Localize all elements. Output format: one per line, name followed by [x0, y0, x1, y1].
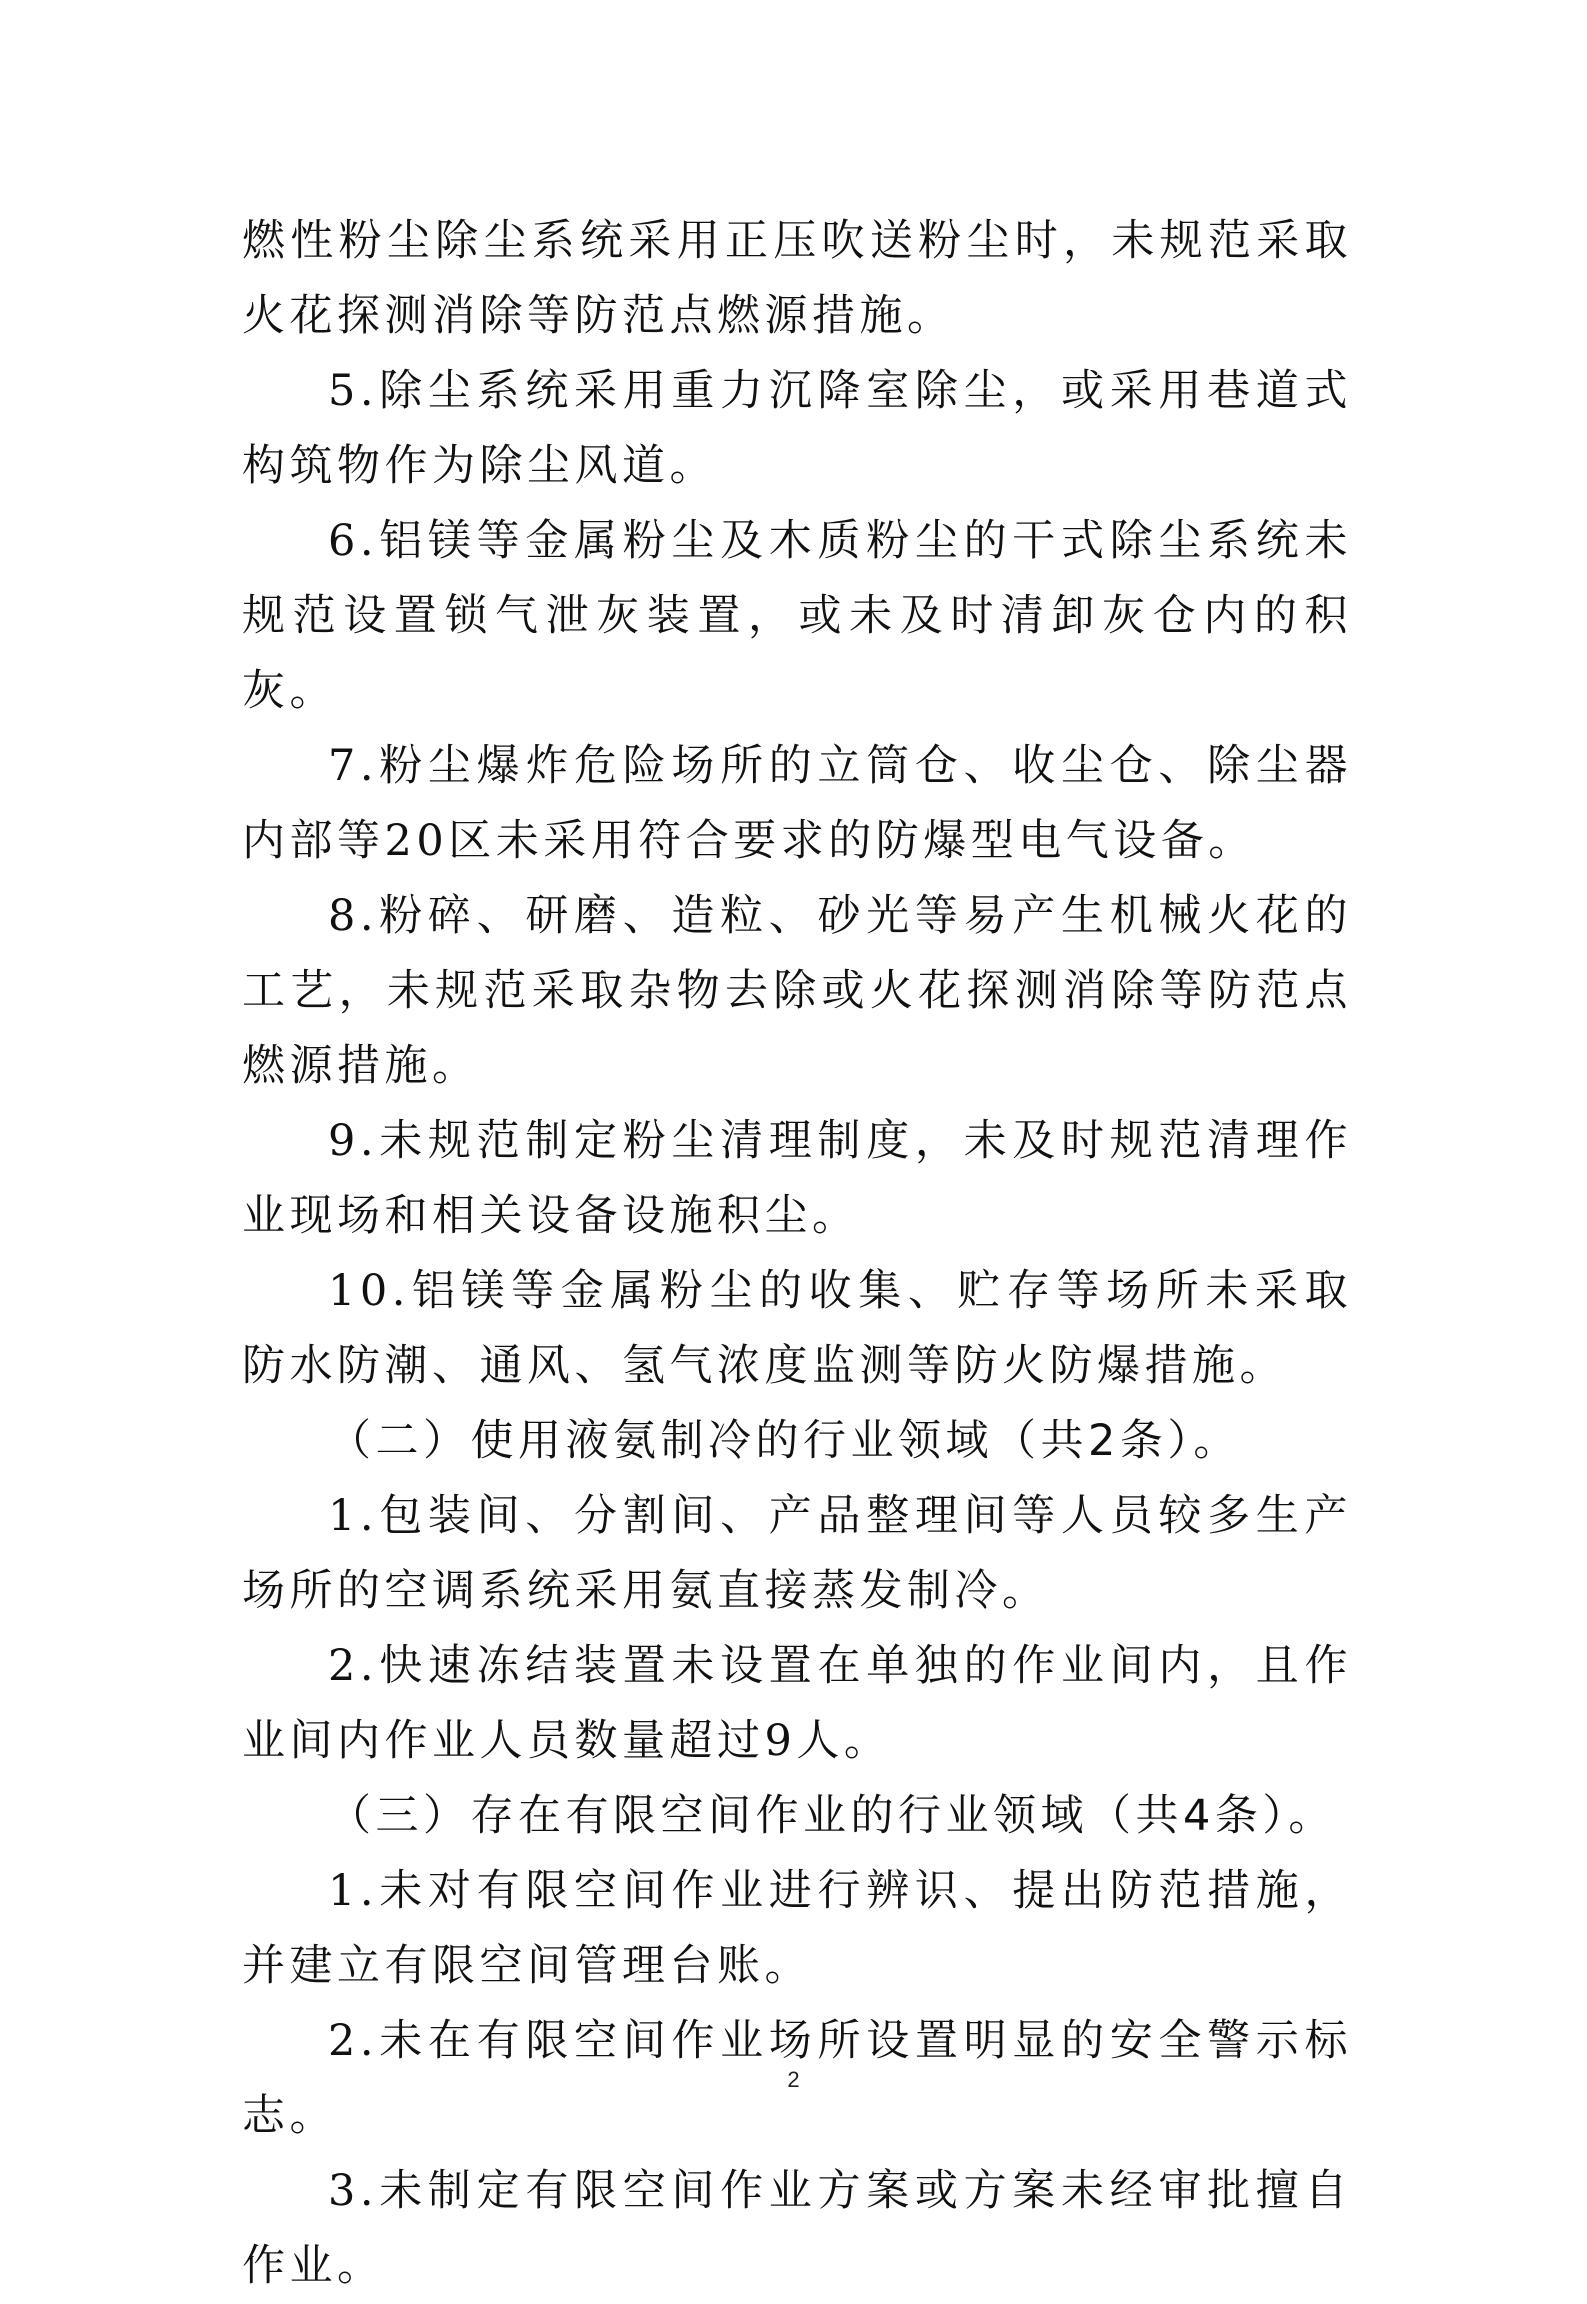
section-heading-liquid-ammonia: （二）使用液氨制冷的行业领域（共2条）。 [328, 1416, 1241, 1466]
document-body [242, 204, 1352, 2304]
list-item-2: 2.快速冻结装置未设置在单独的作业间内，且作业间内作业人员数量超过9人。 [242, 1641, 1352, 1766]
list-item-7: 7.粉尘爆炸危险场所的立筒仓、收尘仓、除尘器内部等20区未采用符合要求的防爆型电气设备。 [242, 741, 1352, 866]
list-item-3: 3.未制定有限空间作业方案或方案未经审批擅自作业。 [242, 2166, 1352, 2291]
paragraph-continuation: 燃性粉尘除尘系统采用正压吹送粉尘时，未规范采取火花探测消除等防范点燃源措施。 [242, 216, 1352, 341]
section-heading-confined-space: （三）存在有限空间作业的行业领域（共4条）。 [328, 1791, 1336, 1841]
list-item-1: 1.未对有限空间作业进行辨识、提出防范措施，并建立有限空间管理台账。 [242, 1866, 1352, 1991]
page-number: 2 [787, 2067, 800, 2092]
list-item-1: 1.包装间、分割间、产品整理间等人员较多生产场所的空调系统采用氨直接蒸发制冷。 [242, 1491, 1352, 1616]
list-item-2: 2.未在有限空间作业场所设置明显的安全警示标志。 [242, 2016, 1352, 2141]
list-item-6: 6.铝镁等金属粉尘及木质粉尘的干式除尘系统未规范设置锁气泄灰装置，或未及时清卸灰仓内的积灰。 [242, 516, 1352, 716]
list-item-5: 5.除尘系统采用重力沉降室除尘，或采用巷道式构筑物作为除尘风道。 [242, 366, 1352, 491]
list-item-9: 9.未规范制定粉尘清理制度，未及时规范清理作业现场和相关设备设施积尘。 [242, 1116, 1352, 1241]
list-item-10: 10.铝镁等金属粉尘的收集、贮存等场所未采取防水防潮、通风、氢气浓度监测等防火防爆措施。 [242, 1266, 1352, 1391]
list-item-8: 8.粉碎、研磨、造粒、砂光等易产生机械火花的工艺，未规范采取杂物去除或火花探测消除等防范点燃源措施。 [242, 891, 1352, 1091]
